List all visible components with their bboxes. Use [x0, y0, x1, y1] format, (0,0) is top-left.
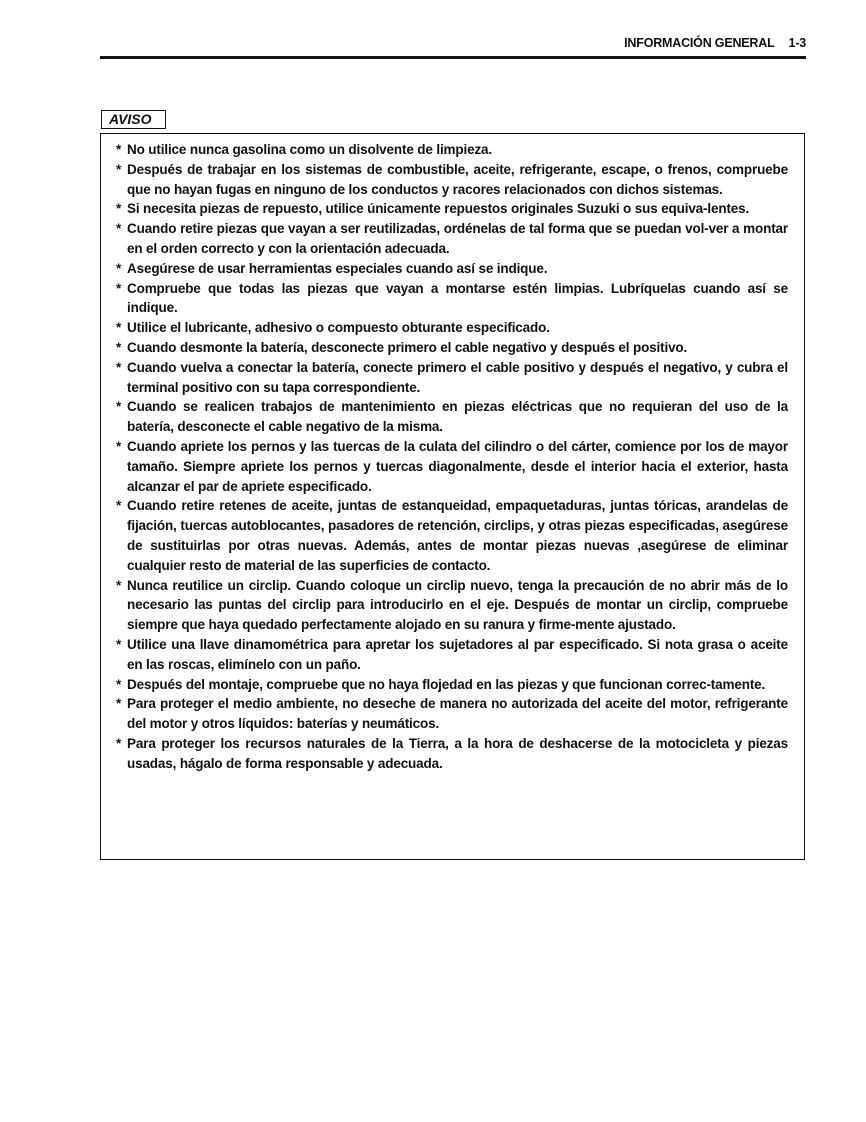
bullet-mark: *: [116, 280, 122, 296]
notice-item: [116, 496, 788, 575]
notice-item: [116, 318, 788, 338]
notice-item-text: Utilice una llave dinamométrica para apretar los sujetadores al par especificado. Si nota grasa o aceite en las roscas, elimínelo con un paño.: [127, 636, 788, 672]
notice-list: [116, 140, 788, 774]
bullet-mark: *: [116, 438, 122, 454]
bullet-mark: *: [116, 636, 122, 652]
bullet-mark: *: [116, 260, 122, 276]
notice-item-text: Cuando retire piezas que vayan a ser reutilizadas, ordénelas de tal forma que se puedan vol-ver a montar en el orden correcto y con la orientación adecuada.: [127, 221, 788, 256]
bullet-mark: *: [116, 676, 122, 692]
notice-item-text: Para proteger los recursos naturales de la Tierra, a la hora de deshacerse de la motocicleta y piezas usadas, hágalo de forma responsable y adecuada.: [127, 735, 788, 771]
notice-item: [116, 694, 788, 734]
notice-item: [116, 219, 788, 259]
notice-item-text: Utilice el lubricante, adhesivo o compuesto obturante especificado.: [127, 320, 550, 336]
notice-item: [116, 675, 788, 695]
notice-item-text: No utilice nunca gasolina como un disolvente de limpieza.: [127, 142, 493, 157]
notice-item-text: Para proteger el medio ambiente, no deseche de manera no autorizada del aceite del motor, refrigerante del motor y otros líquidos: baterías y neumáticos.: [127, 696, 788, 732]
bullet-mark: *: [116, 399, 122, 415]
notice-item: [116, 199, 788, 219]
notice-item: [116, 358, 788, 398]
bullet-mark: *: [116, 320, 122, 336]
notice-item: [116, 140, 788, 160]
header-title-group: [624, 36, 806, 50]
notice-item: [116, 279, 788, 319]
notice-item-text: Cuando retire retenes de aceite, juntas de estanqueidad, empaquetaduras, juntas tóricas, arandelas de fijación, tuercas autoblocantes, pasadores de retención, circlips, y otras piezas especificadas, asegúrese de sustituirlas por otras nuevas. Además, antes de montar piezas nuevas ,asegúrese de eliminar cualquier resto de material de las superficies de contacto.: [127, 498, 788, 573]
notice-item-text: Cuando se realicen trabajos de mantenimiento en piezas eléctricas que no requieran del uso de la batería, desconecte el cable negativo de la misma.: [127, 399, 788, 435]
page-number: 1-3: [788, 36, 806, 50]
bullet-mark: *: [116, 161, 122, 177]
notice-item-text: Asegúrese de usar herramientas especiales cuando así se indique.: [127, 260, 548, 276]
bullet-mark: *: [116, 201, 122, 217]
bullet-mark: *: [116, 142, 122, 157]
notice-item: [116, 734, 788, 774]
bullet-mark: *: [116, 339, 122, 355]
notice-item: [116, 160, 788, 200]
bullet-mark: *: [116, 577, 122, 593]
notice-item: [116, 576, 788, 635]
bullet-mark: *: [116, 498, 122, 514]
notice-item-text: Después de trabajar en los sistemas de combustible, aceite, refrigerante, escape, o frenos, compruebe que no hayan fugas en ninguno de los conductos y racores relacionados con dichos sistemas.: [127, 161, 788, 197]
notice-item-text: Compruebe que todas las piezas que vayan a montarse estén limpias. Lubríquelas cuando así se indique.: [127, 280, 788, 316]
notice-item-text: Cuando desmonte la batería, desconecte primero el cable negativo y después el positivo.: [127, 339, 688, 355]
bullet-mark: *: [116, 735, 122, 751]
page-header: [100, 36, 806, 59]
section-title: INFORMACIÓN GENERAL: [624, 36, 775, 50]
notice-item-text: Cuando vuelva a conectar la batería, conecte primero el cable positivo y después el negativo, y cubra el terminal positivo con su tapa correspondiente.: [127, 359, 788, 395]
notice-item-text: Después del montaje, compruebe que no haya flojedad en las piezas y que funcionan correc-tamente.: [127, 676, 766, 692]
notice-label: AVISO: [101, 110, 166, 129]
notice-item: [116, 635, 788, 675]
notice-item: [116, 397, 788, 437]
notice-item-text: Si necesita piezas de repuesto, utilice únicamente repuestos originales Suzuki o sus equiva-lentes.: [127, 201, 750, 217]
bullet-mark: *: [116, 359, 122, 375]
notice-box: [100, 133, 805, 860]
bullet-mark: *: [116, 696, 122, 712]
notice-item: [116, 259, 788, 279]
notice-item: [116, 338, 788, 358]
bullet-mark: *: [116, 221, 122, 237]
notice-item-text: Cuando apriete los pernos y las tuercas de la culata del cilindro o del cárter, comience por los de mayor tamaño. Siempre apriete los pernos y tuercas diagonalmente, desde el interior hacia el exterior, hasta alcanzar el par de apriete especificado.: [127, 438, 788, 494]
notice-item-text: Nunca reutilice un circlip. Cuando coloque un circlip nuevo, tenga la precaución de no abrir más de lo necesario las puntas del circlip para introducirlo en el eje. Después de montar un circlip, compruebe siempre que haya quedado perfectamente alojado en su ranura y firme-mente ajustado.: [127, 577, 788, 633]
notice-item: [116, 437, 788, 496]
